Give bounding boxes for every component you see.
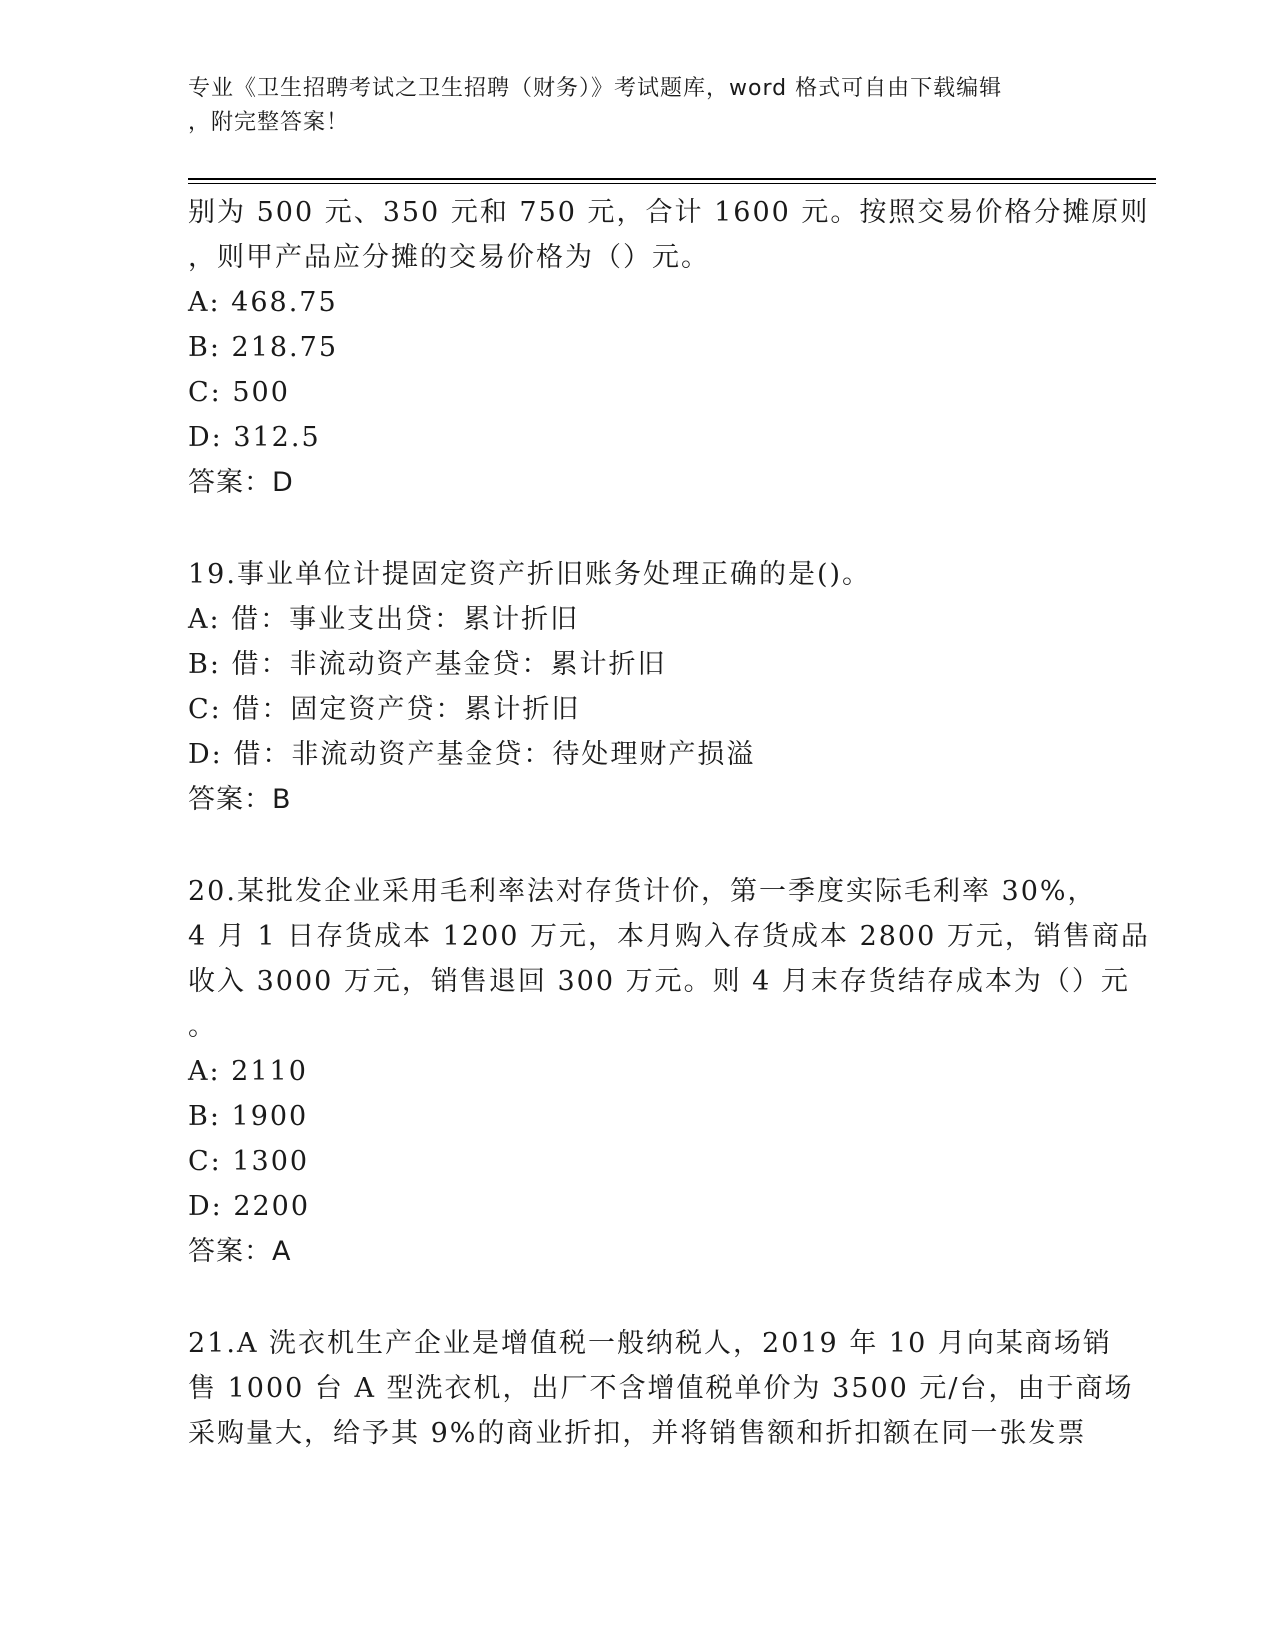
header-line-1: 专业《卫生招聘考试之卫生招聘（财务）》考试题库，word 格式可自由下载编辑 — [188, 76, 1003, 101]
option-b: B: 1900 — [188, 1101, 309, 1132]
header-divider-thin — [188, 183, 1156, 184]
option-d: D: 借：非流动资产基金贷：待处理财产损溢 — [188, 739, 756, 770]
spacer — [188, 1274, 1088, 1321]
header-divider-thick — [188, 178, 1156, 180]
question-20 — [188, 869, 1150, 1274]
option-d: D: 312.5 — [188, 422, 321, 453]
question-stem-line: 采购量大，给予其 9%的商业折扣，并将销售额和折扣额在同一张发票 — [188, 1418, 1087, 1449]
question-stem-line: 21.A 洗衣机生产企业是增值税一般纳税人，2019 年 10 月向某商场销 — [188, 1328, 1112, 1359]
question-list — [188, 190, 1150, 1456]
header-line-2: ，附完整答案！ — [188, 110, 350, 135]
question-stem-line: 4 月 1 日存货成本 1200 万元，本月购入存货成本 2800 万元，销售商品 — [188, 921, 1150, 952]
option-c: C: 500 — [188, 377, 290, 408]
option-a: A: 借：事业支出贷：累计折旧 — [188, 604, 580, 635]
question-19 — [188, 552, 1088, 822]
question-stem-line: 19.事业单位计提固定资产折旧账务处理正确的是()。 — [188, 559, 872, 590]
page-header — [188, 72, 1088, 140]
option-a: A: 2110 — [188, 1056, 308, 1087]
question-stem-line: 别为 500 元、350 元和 750 元，合计 1600 元。按照交易价格分摊原则 — [188, 197, 1150, 228]
question-stem-line: 。 — [188, 1011, 217, 1042]
option-c: C: 1300 — [188, 1146, 310, 1177]
question-stem-line: 收入 3000 万元，销售退回 300 万元。则 4 月末存货结存成本为（）元 — [188, 966, 1130, 997]
option-d: D: 2200 — [188, 1191, 311, 1222]
question-stem-line: ，则甲产品应分摊的交易价格为（）元。 — [188, 242, 710, 273]
spacer — [188, 505, 1088, 552]
answer-line: 答案：B — [188, 784, 292, 815]
question-stem-line: 20.某批发企业采用毛利率法对存货计价，第一季度实际毛利率 30%， — [188, 876, 1097, 907]
question-18 — [188, 190, 1150, 505]
answer-line: 答案：D — [188, 467, 294, 498]
question-21 — [188, 1321, 1134, 1456]
option-b: B: 218.75 — [188, 332, 338, 363]
question-stem-line: 售 1000 台 A 型洗衣机，出厂不含增值税单价为 3500 元/台，由于商场 — [188, 1373, 1134, 1404]
answer-line: 答案：A — [188, 1236, 292, 1267]
spacer — [188, 822, 1088, 869]
option-a: A: 468.75 — [188, 287, 338, 318]
option-c: C: 借：固定资产贷：累计折旧 — [188, 694, 581, 725]
option-b: B: 借：非流动资产基金贷：累计折旧 — [188, 649, 667, 680]
